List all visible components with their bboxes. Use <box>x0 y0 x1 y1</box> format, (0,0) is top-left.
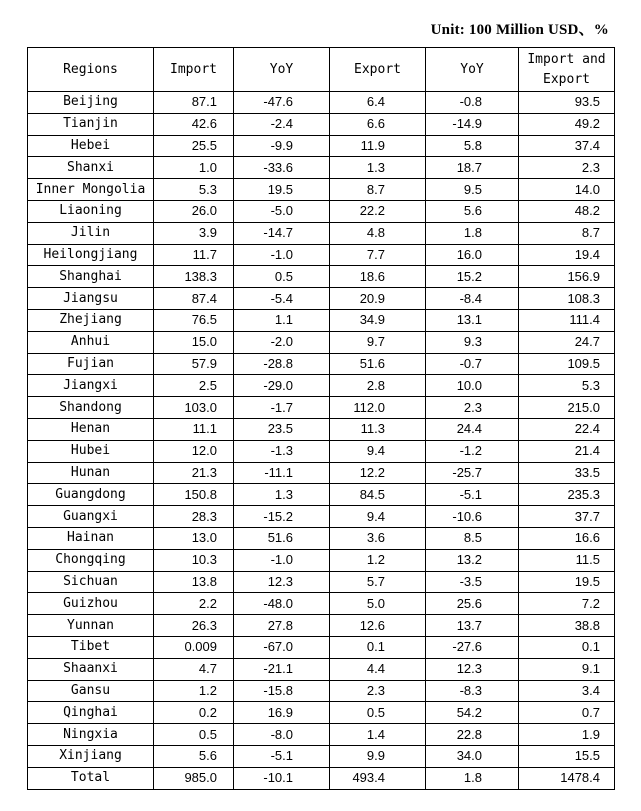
cell-region: Guangxi <box>28 506 154 528</box>
cell-import-yoy: -14.7 <box>234 222 330 244</box>
cell-export: 12.2 <box>330 462 426 484</box>
cell-import-yoy: -2.0 <box>234 331 330 353</box>
cell-import: 28.3 <box>154 506 234 528</box>
cell-region: Beijing <box>28 92 154 114</box>
table-row <box>28 179 615 201</box>
cell-import-yoy: -29.0 <box>234 375 330 397</box>
cell-export-yoy: 9.5 <box>426 179 519 201</box>
cell-export: 493.4 <box>330 767 426 789</box>
cell-import-and-export: 215.0 <box>519 397 615 419</box>
cell-import-yoy: -5.0 <box>234 200 330 222</box>
header-import: Import <box>154 48 234 92</box>
cell-import-and-export: 14.0 <box>519 179 615 201</box>
cell-region: Hainan <box>28 527 154 549</box>
cell-region: Total <box>28 767 154 789</box>
cell-import-yoy: -8.0 <box>234 724 330 746</box>
cell-import-yoy: 1.3 <box>234 484 330 506</box>
table-row <box>28 745 615 767</box>
cell-region: Shaanxi <box>28 658 154 680</box>
cell-import: 1.2 <box>154 680 234 702</box>
table-body <box>28 92 615 790</box>
cell-region: Guangdong <box>28 484 154 506</box>
cell-import-and-export: 49.2 <box>519 113 615 135</box>
table-row <box>28 527 615 549</box>
cell-export-yoy: 8.5 <box>426 527 519 549</box>
table-row <box>28 462 615 484</box>
cell-import: 42.6 <box>154 113 234 135</box>
cell-import-and-export: 0.1 <box>519 636 615 658</box>
cell-import-and-export: 19.5 <box>519 571 615 593</box>
cell-export: 7.7 <box>330 244 426 266</box>
cell-import: 15.0 <box>154 331 234 353</box>
cell-export: 20.9 <box>330 288 426 310</box>
table-row <box>28 636 615 658</box>
cell-export: 0.1 <box>330 636 426 658</box>
table-row <box>28 615 615 637</box>
table-row <box>28 331 615 353</box>
cell-import: 87.1 <box>154 92 234 114</box>
cell-import-and-export: 5.3 <box>519 375 615 397</box>
cell-import: 4.7 <box>154 658 234 680</box>
cell-export: 9.4 <box>330 440 426 462</box>
cell-import: 57.9 <box>154 353 234 375</box>
cell-import-yoy: -33.6 <box>234 157 330 179</box>
cell-import-yoy: -15.8 <box>234 680 330 702</box>
cell-import-yoy: -28.8 <box>234 353 330 375</box>
cell-region: Guizhou <box>28 593 154 615</box>
cell-export: 1.4 <box>330 724 426 746</box>
cell-import-yoy: -11.1 <box>234 462 330 484</box>
cell-import-yoy: -5.4 <box>234 288 330 310</box>
cell-import: 2.2 <box>154 593 234 615</box>
table-row <box>28 506 615 528</box>
cell-export-yoy: -0.7 <box>426 353 519 375</box>
cell-import-yoy: -1.7 <box>234 397 330 419</box>
cell-import: 11.7 <box>154 244 234 266</box>
cell-export: 2.3 <box>330 680 426 702</box>
cell-import-and-export: 2.3 <box>519 157 615 179</box>
cell-import-yoy: -21.1 <box>234 658 330 680</box>
cell-import: 103.0 <box>154 397 234 419</box>
cell-export: 18.6 <box>330 266 426 288</box>
cell-import-and-export: 108.3 <box>519 288 615 310</box>
cell-import: 0.5 <box>154 724 234 746</box>
table-row <box>28 309 615 331</box>
cell-export-yoy: 13.7 <box>426 615 519 637</box>
table-row <box>28 593 615 615</box>
cell-export-yoy: -3.5 <box>426 571 519 593</box>
table-row <box>28 353 615 375</box>
header-export: Export <box>330 48 426 92</box>
cell-region: Hebei <box>28 135 154 157</box>
cell-region: Xinjiang <box>28 745 154 767</box>
cell-export: 2.8 <box>330 375 426 397</box>
cell-region: Gansu <box>28 680 154 702</box>
cell-region: Chongqing <box>28 549 154 571</box>
cell-export-yoy: -5.1 <box>426 484 519 506</box>
cell-import-yoy: 0.5 <box>234 266 330 288</box>
cell-export: 34.9 <box>330 309 426 331</box>
table-row <box>28 397 615 419</box>
cell-export: 12.6 <box>330 615 426 637</box>
cell-region: Sichuan <box>28 571 154 593</box>
cell-region: Inner Mongolia <box>28 179 154 201</box>
cell-export-yoy: -0.8 <box>426 92 519 114</box>
table-row <box>28 549 615 571</box>
cell-region: Qinghai <box>28 702 154 724</box>
cell-import-yoy: -47.6 <box>234 92 330 114</box>
cell-export-yoy: 13.1 <box>426 309 519 331</box>
table-row <box>28 375 615 397</box>
cell-region: Yunnan <box>28 615 154 637</box>
cell-import: 13.8 <box>154 571 234 593</box>
cell-import: 87.4 <box>154 288 234 310</box>
cell-region: Henan <box>28 418 154 440</box>
cell-import-and-export: 48.2 <box>519 200 615 222</box>
cell-import: 138.3 <box>154 266 234 288</box>
cell-import-yoy: -15.2 <box>234 506 330 528</box>
cell-import: 26.0 <box>154 200 234 222</box>
cell-import-yoy: 16.9 <box>234 702 330 724</box>
cell-export-yoy: 34.0 <box>426 745 519 767</box>
table-row <box>28 571 615 593</box>
cell-export-yoy: 18.7 <box>426 157 519 179</box>
cell-export-yoy: -27.6 <box>426 636 519 658</box>
cell-import-and-export: 3.4 <box>519 680 615 702</box>
cell-import-and-export: 19.4 <box>519 244 615 266</box>
table-row <box>28 113 615 135</box>
cell-export-yoy: -8.4 <box>426 288 519 310</box>
cell-export: 9.9 <box>330 745 426 767</box>
cell-import-yoy: -1.0 <box>234 244 330 266</box>
cell-import: 13.0 <box>154 527 234 549</box>
cell-region: Zhejiang <box>28 309 154 331</box>
cell-import-and-export: 37.4 <box>519 135 615 157</box>
cell-import: 150.8 <box>154 484 234 506</box>
cell-export-yoy: -14.9 <box>426 113 519 135</box>
cell-region: Jiangxi <box>28 375 154 397</box>
cell-import: 5.3 <box>154 179 234 201</box>
cell-export-yoy: 13.2 <box>426 549 519 571</box>
cell-import: 0.2 <box>154 702 234 724</box>
cell-export-yoy: 10.0 <box>426 375 519 397</box>
cell-region: Heilongjiang <box>28 244 154 266</box>
table-row <box>28 244 615 266</box>
cell-import-and-export: 93.5 <box>519 92 615 114</box>
cell-import-and-export: 1.9 <box>519 724 615 746</box>
cell-region: Shanxi <box>28 157 154 179</box>
cell-import-yoy: -10.1 <box>234 767 330 789</box>
cell-export-yoy: 5.8 <box>426 135 519 157</box>
cell-region: Shandong <box>28 397 154 419</box>
table-row <box>28 484 615 506</box>
cell-export: 3.6 <box>330 527 426 549</box>
cell-import-yoy: 12.3 <box>234 571 330 593</box>
cell-export-yoy: 9.3 <box>426 331 519 353</box>
cell-region: Ningxia <box>28 724 154 746</box>
table-row <box>28 680 615 702</box>
header-row <box>28 48 615 92</box>
cell-import-and-export: 8.7 <box>519 222 615 244</box>
header-import-and-export: Import and Export <box>519 48 615 92</box>
cell-import-and-export: 0.7 <box>519 702 615 724</box>
cell-export: 112.0 <box>330 397 426 419</box>
cell-import: 21.3 <box>154 462 234 484</box>
cell-import: 10.3 <box>154 549 234 571</box>
cell-import-yoy: 27.8 <box>234 615 330 637</box>
trade-table <box>27 47 615 790</box>
cell-import-yoy: -2.4 <box>234 113 330 135</box>
cell-import: 2.5 <box>154 375 234 397</box>
cell-import-and-export: 235.3 <box>519 484 615 506</box>
cell-export: 51.6 <box>330 353 426 375</box>
table-row <box>28 288 615 310</box>
cell-import-and-export: 7.2 <box>519 593 615 615</box>
cell-import-and-export: 111.4 <box>519 309 615 331</box>
cell-import-and-export: 33.5 <box>519 462 615 484</box>
cell-export-yoy: 16.0 <box>426 244 519 266</box>
cell-region: Tianjin <box>28 113 154 135</box>
cell-export-yoy: 25.6 <box>426 593 519 615</box>
header-export-yoy: YoY <box>426 48 519 92</box>
cell-export: 5.0 <box>330 593 426 615</box>
cell-export: 9.4 <box>330 506 426 528</box>
cell-export: 22.2 <box>330 200 426 222</box>
cell-import-and-export: 24.7 <box>519 331 615 353</box>
table-row <box>28 157 615 179</box>
cell-import-yoy: -67.0 <box>234 636 330 658</box>
cell-export-yoy: 1.8 <box>426 222 519 244</box>
cell-export-yoy: -8.3 <box>426 680 519 702</box>
cell-import-yoy: -5.1 <box>234 745 330 767</box>
cell-import-yoy: -1.3 <box>234 440 330 462</box>
cell-import-yoy: 23.5 <box>234 418 330 440</box>
table-row <box>28 266 615 288</box>
cell-import-and-export: 9.1 <box>519 658 615 680</box>
cell-region: Hunan <box>28 462 154 484</box>
cell-import-yoy: -48.0 <box>234 593 330 615</box>
cell-import-yoy: -1.0 <box>234 549 330 571</box>
cell-export-yoy: 5.6 <box>426 200 519 222</box>
cell-import: 76.5 <box>154 309 234 331</box>
table-row <box>28 200 615 222</box>
cell-import-and-export: 37.7 <box>519 506 615 528</box>
header-regions: Regions <box>28 48 154 92</box>
cell-import-and-export: 109.5 <box>519 353 615 375</box>
cell-export-yoy: 22.8 <box>426 724 519 746</box>
cell-export: 1.3 <box>330 157 426 179</box>
cell-region: Jilin <box>28 222 154 244</box>
cell-export: 5.7 <box>330 571 426 593</box>
cell-region: Hubei <box>28 440 154 462</box>
cell-import-and-export: 156.9 <box>519 266 615 288</box>
cell-import-and-export: 16.6 <box>519 527 615 549</box>
cell-import-and-export: 1478.4 <box>519 767 615 789</box>
cell-export-yoy: 24.4 <box>426 418 519 440</box>
cell-export: 0.5 <box>330 702 426 724</box>
cell-import-yoy: 1.1 <box>234 309 330 331</box>
cell-import: 26.3 <box>154 615 234 637</box>
unit-label: Unit: 100 Million USD、% <box>430 22 609 38</box>
cell-import-yoy: -9.9 <box>234 135 330 157</box>
cell-export: 1.2 <box>330 549 426 571</box>
cell-import-and-export: 38.8 <box>519 615 615 637</box>
table-row <box>28 135 615 157</box>
table-row <box>28 702 615 724</box>
cell-export-yoy: 54.2 <box>426 702 519 724</box>
cell-import: 3.9 <box>154 222 234 244</box>
table-row <box>28 440 615 462</box>
cell-export: 9.7 <box>330 331 426 353</box>
cell-import-and-export: 15.5 <box>519 745 615 767</box>
cell-region: Shanghai <box>28 266 154 288</box>
cell-export: 84.5 <box>330 484 426 506</box>
table-row <box>28 724 615 746</box>
cell-export: 6.6 <box>330 113 426 135</box>
cell-region: Fujian <box>28 353 154 375</box>
table-row <box>28 767 615 789</box>
cell-import: 1.0 <box>154 157 234 179</box>
cell-region: Tibet <box>28 636 154 658</box>
cell-export-yoy: -1.2 <box>426 440 519 462</box>
cell-export: 6.4 <box>330 92 426 114</box>
cell-import: 25.5 <box>154 135 234 157</box>
cell-export-yoy: 12.3 <box>426 658 519 680</box>
cell-export-yoy: 2.3 <box>426 397 519 419</box>
cell-import-and-export: 22.4 <box>519 418 615 440</box>
cell-import-yoy: 51.6 <box>234 527 330 549</box>
cell-import: 0.009 <box>154 636 234 658</box>
cell-import: 985.0 <box>154 767 234 789</box>
cell-export-yoy: -25.7 <box>426 462 519 484</box>
cell-region: Anhui <box>28 331 154 353</box>
header-import-yoy: YoY <box>234 48 330 92</box>
cell-import: 12.0 <box>154 440 234 462</box>
cell-import-and-export: 21.4 <box>519 440 615 462</box>
cell-export: 8.7 <box>330 179 426 201</box>
cell-export-yoy: 15.2 <box>426 266 519 288</box>
cell-export: 11.3 <box>330 418 426 440</box>
table-row <box>28 418 615 440</box>
cell-region: Liaoning <box>28 200 154 222</box>
cell-import: 5.6 <box>154 745 234 767</box>
cell-export: 11.9 <box>330 135 426 157</box>
cell-export: 4.8 <box>330 222 426 244</box>
cell-export: 4.4 <box>330 658 426 680</box>
cell-import: 11.1 <box>154 418 234 440</box>
cell-import-and-export: 11.5 <box>519 549 615 571</box>
cell-import-yoy: 19.5 <box>234 179 330 201</box>
table-row <box>28 92 615 114</box>
cell-region: Jiangsu <box>28 288 154 310</box>
table-row <box>28 222 615 244</box>
table-row <box>28 658 615 680</box>
cell-export-yoy: 1.8 <box>426 767 519 789</box>
cell-export-yoy: -10.6 <box>426 506 519 528</box>
